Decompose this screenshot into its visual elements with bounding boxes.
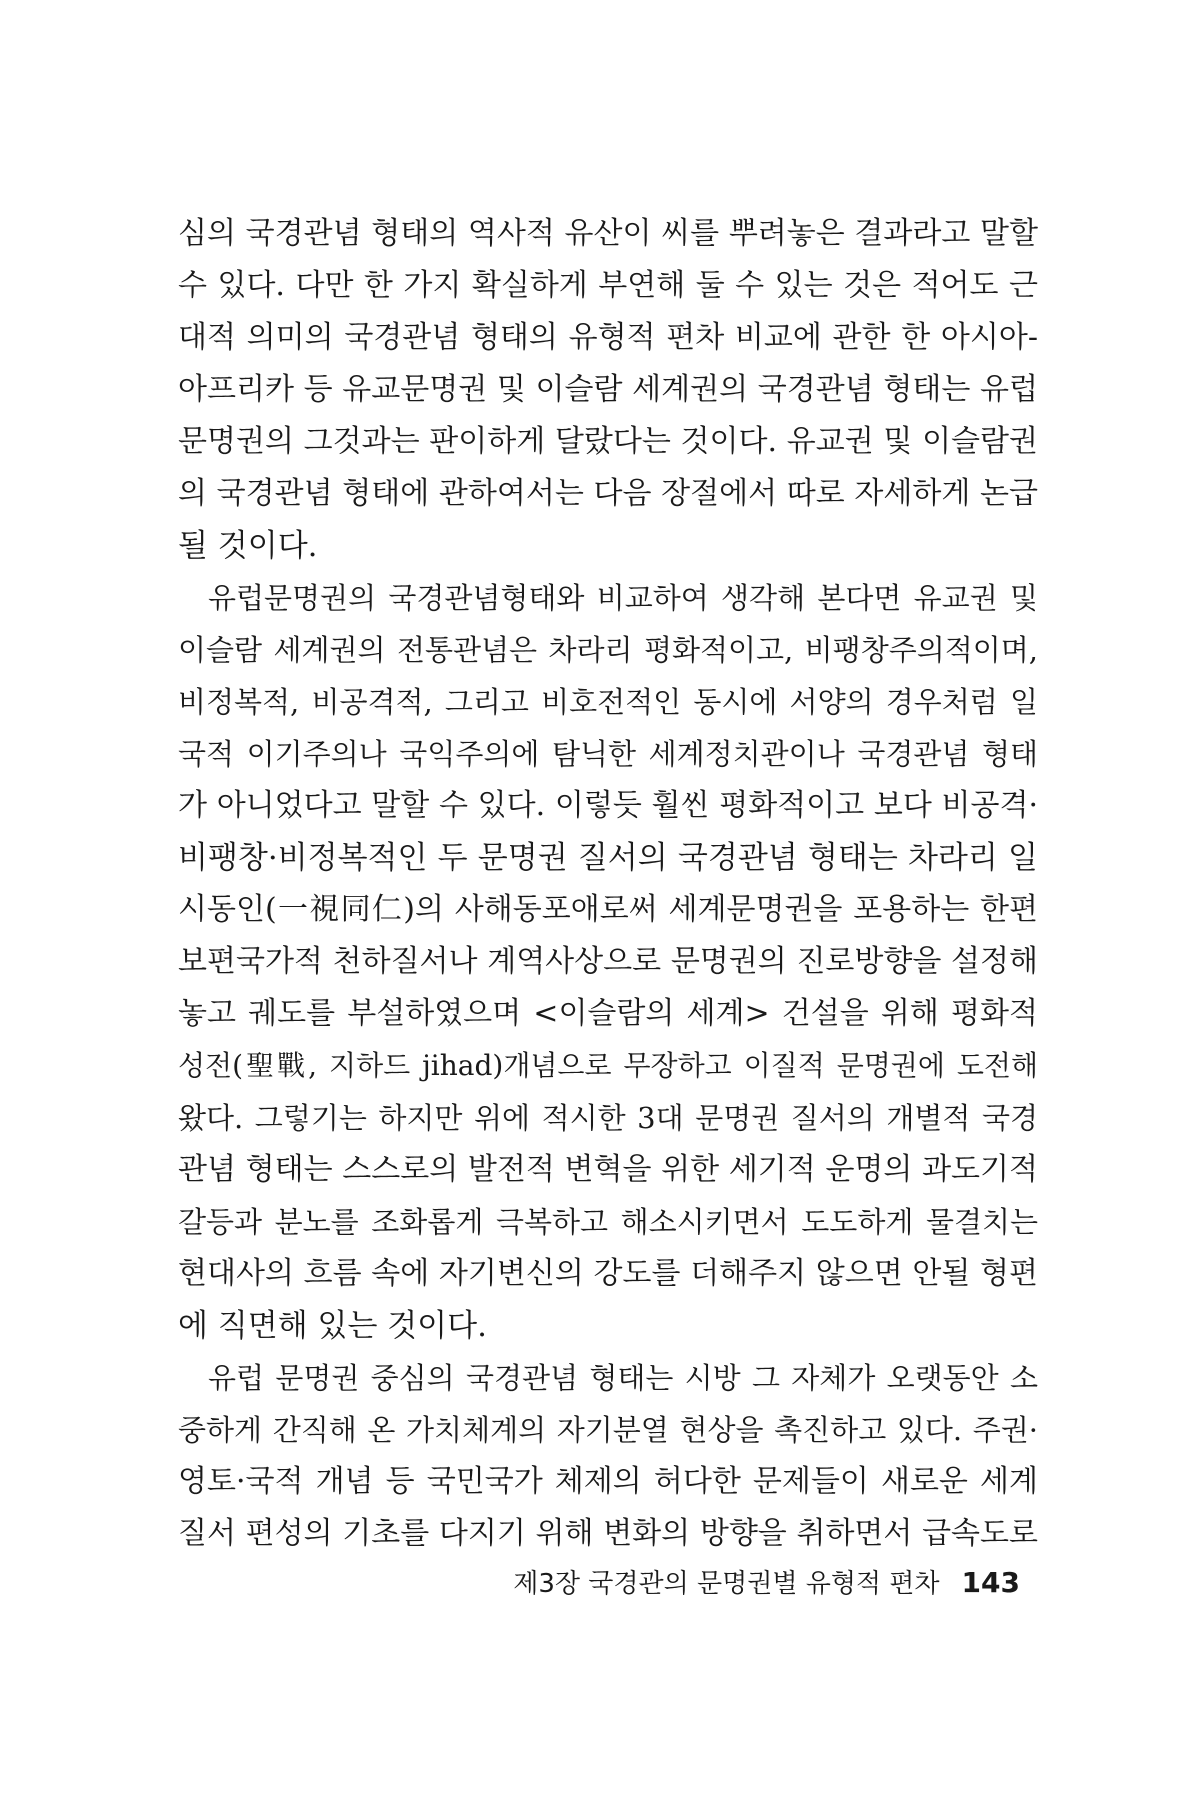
text-line: 보편국가적 천하질서나 계역사상으로 문명권의 진로방향을 설정해	[178, 944, 1038, 979]
text-line: 시동인(一視同仁)의 사해동포애로써 세계문명권을 포용하는 한편	[178, 892, 1038, 927]
text-line: 질서 편성의 기초를 다지기 위해 변화의 방향을 취하면서 급속도로	[178, 1516, 1038, 1551]
text-line: 갈등과 분노를 조화롭게 극복하고 해소시키면서 도도하게 물결치는	[178, 1205, 1038, 1239]
text-line: 심의 국경관념 형태의 역사적 유산이 씨를 뿌려놓은 결과라고 말할	[178, 216, 1038, 251]
text-line: 영토·국적 개념 등 국민국가 체제의 허다한 문제들이 새로운 세계	[178, 1464, 1038, 1499]
text-line: 성전(聖戰, 지하드 jihad)개념으로 무장하고 이질적 문명권에 도전해	[178, 1049, 1038, 1082]
text-line: 가 아니었다고 말할 수 있다. 이렇듯 훨씬 평화적이고 보다 비공격·	[178, 788, 1038, 823]
text-line: 수 있다. 다만 한 가지 확실하게 부연해 둘 수 있는 것은 적어도 근	[178, 268, 1038, 303]
text-line: 관념 형태는 스스로의 발전적 변혁을 위한 세기적 운명의 과도기적	[178, 1152, 1038, 1187]
text-line: 중하게 간직해 온 가치체계의 자기분열 현상을 촉진하고 있다. 주권·	[178, 1413, 1038, 1447]
text-line: 문명권의 그것과는 판이하게 달랐다는 것이다. 유교권 및 이슬람권	[178, 424, 1038, 459]
text-line: 이슬람 세계권의 전통관념은 차라리 평화적이고, 비팽창주의적이며,	[178, 633, 1038, 667]
text-line: 대적 의미의 국경관념 형태의 유형적 편차 비교에 관한 한 아시아-	[178, 320, 1038, 355]
text-line: 유럽 문명권 중심의 국경관념 형태는 시방 그 자체가 오랫동안 소	[208, 1361, 1038, 1395]
text-line: 현대사의 흐름 속에 자기변신의 강도를 더해주지 않으면 안될 형편	[178, 1256, 1038, 1291]
text-line: 될 것이다.	[178, 528, 318, 564]
text-line: 아프리카 등 유교문명권 및 이슬람 세계권의 국경관념 형태는 유럽	[178, 372, 1038, 407]
text-line: 왔다. 그렇기는 하지만 위에 적시한 3대 문명권 질서의 개별적 국경	[178, 1101, 1038, 1135]
text-line: 유럽문명권의 국경관념형태와 비교하여 생각해 본다면 유교권 및	[208, 581, 1038, 615]
text-line: 비정복적, 비공격적, 그리고 비호전적인 동시에 서양의 경우처럼 일	[178, 685, 1038, 719]
text-line: 국적 이기주의나 국익주의에 탐닉한 세계정치관이나 국경관념 형태	[178, 737, 1038, 771]
body-text	[178, 208, 1038, 1560]
page-number: 143	[961, 1566, 1020, 1599]
text-line: 놓고 궤도를 부설하였으며 <이슬람의 세계> 건설을 위해 평화적	[178, 996, 1038, 1031]
text-line: 에 직면해 있는 것이다.	[178, 1308, 487, 1344]
running-footer	[513, 1563, 1020, 1603]
text-line: 비팽창·비정복적인 두 문명권 질서의 국경관념 형태는 차라리 일	[178, 840, 1038, 876]
text-line: 의 국경관념 형태에 관하여서는 다음 장절에서 따로 자세하게 논급	[178, 476, 1038, 511]
chapter-title: 제3장 국경관의 문명권별 유형적 편차	[513, 1569, 940, 1599]
